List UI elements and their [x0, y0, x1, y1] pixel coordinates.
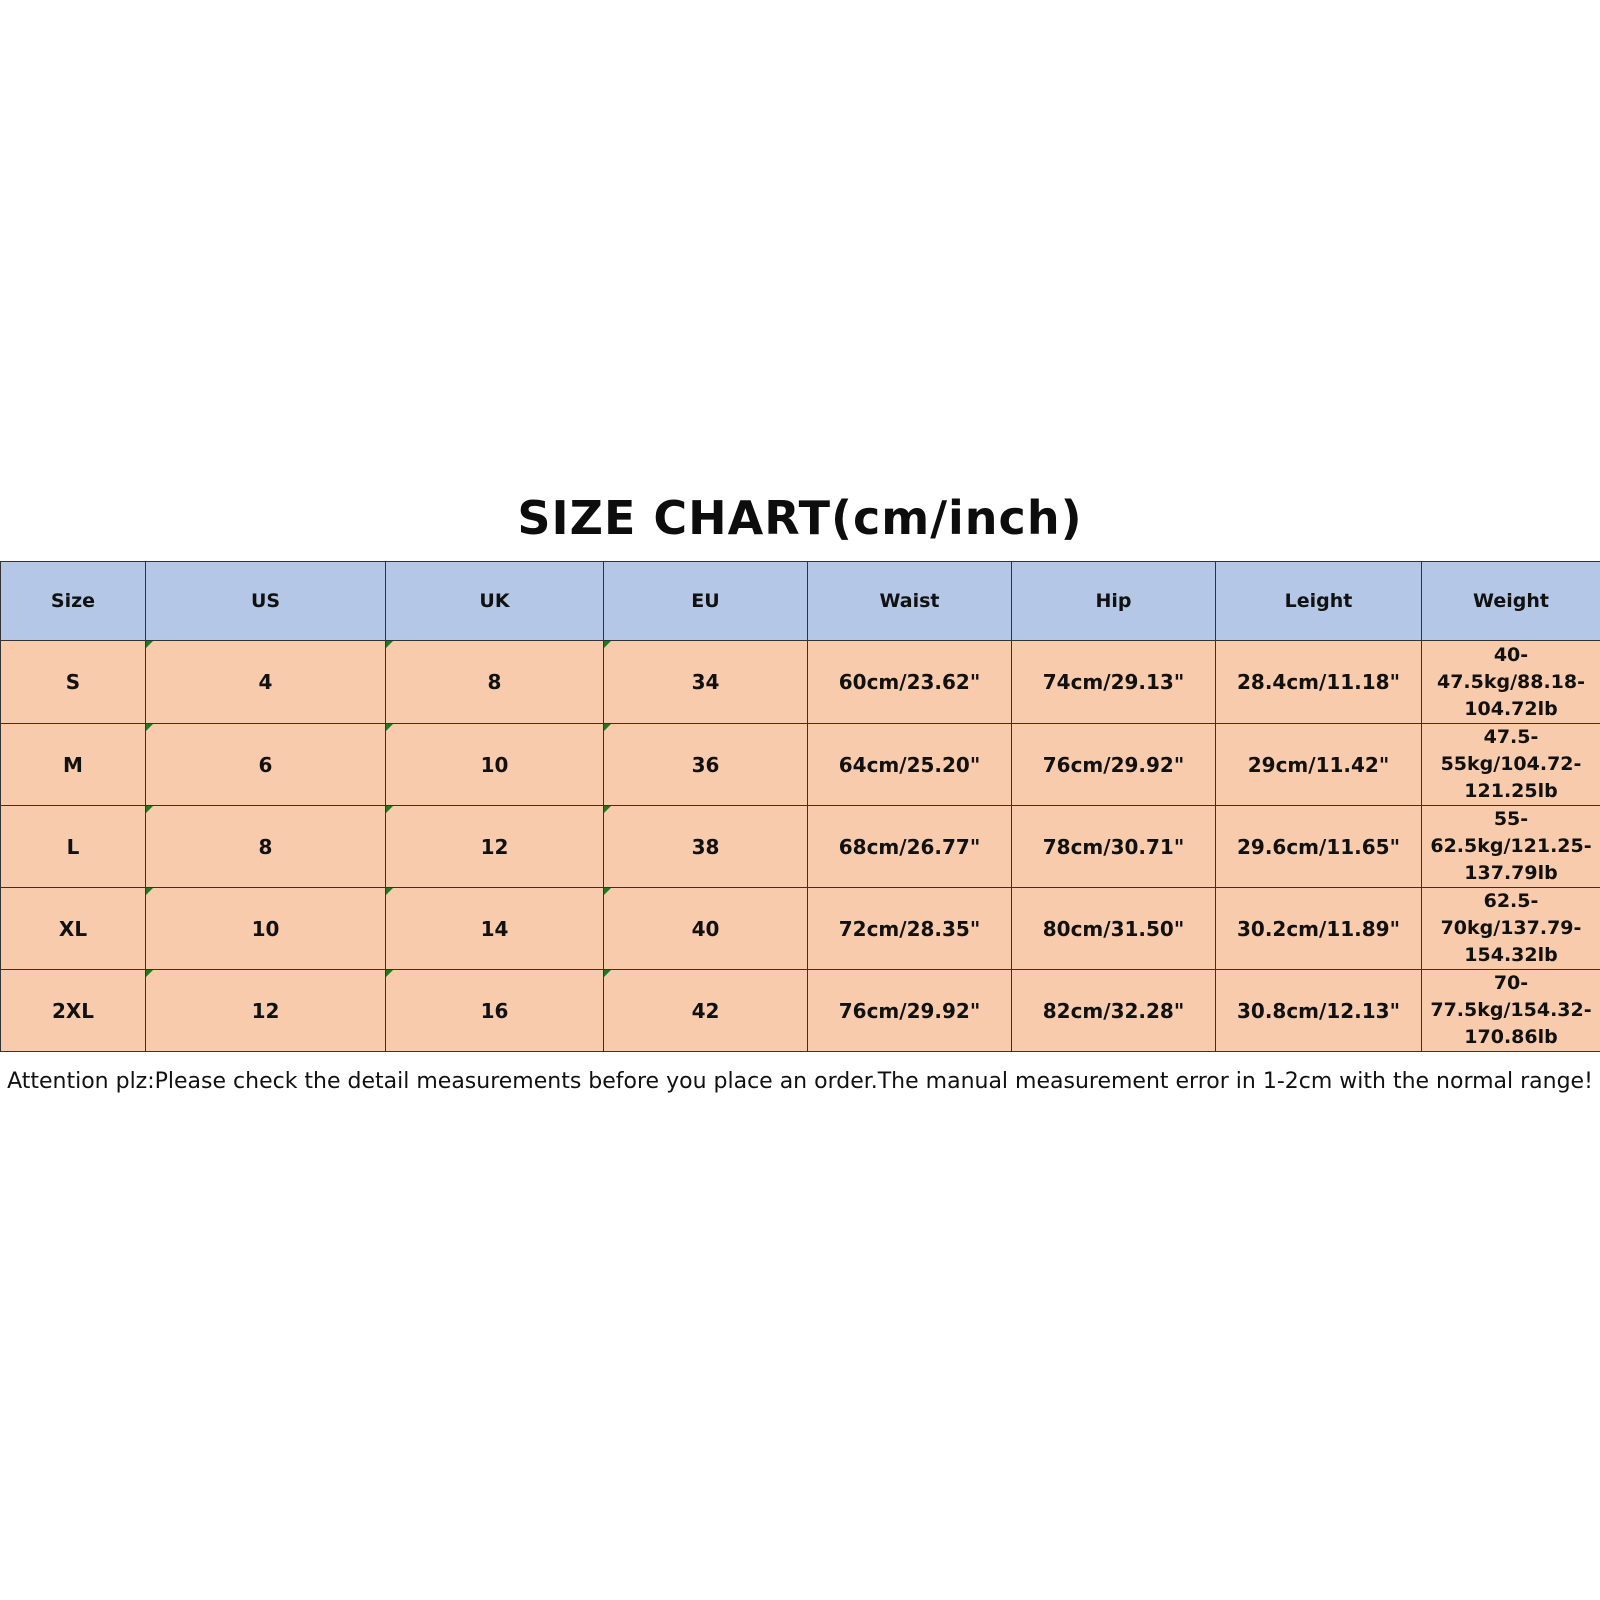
cell-weight: 55-62.5kg/121.25-137.79lb: [1422, 806, 1600, 888]
size-chart-title: SIZE CHART(cm/inch): [517, 491, 1083, 545]
table-row: [1, 888, 1600, 970]
cell-size: L: [1, 806, 146, 888]
table-row: [1, 970, 1600, 1052]
cell-weight: 62.5-70kg/137.79-154.32lb: [1422, 888, 1600, 970]
cell-length: 29cm/11.42": [1216, 724, 1422, 806]
table-row: [1, 724, 1600, 806]
header-waist: Waist: [808, 562, 1012, 641]
cell-us: 6: [146, 724, 386, 806]
cell-us: 8: [146, 806, 386, 888]
attention-note: Attention plz:Please check the detail measurements before you place an order.The manual measurement error in 1-2cm with the normal range!: [7, 1069, 1593, 1094]
header-size: Size: [1, 562, 146, 641]
size-chart-table: [0, 561, 1600, 1052]
cell-uk: 14: [386, 888, 604, 970]
cell-hip: 74cm/29.13": [1012, 641, 1216, 724]
cell-waist: 68cm/26.77": [808, 806, 1012, 888]
cell-uk: 10: [386, 724, 604, 806]
cell-us: 4: [146, 641, 386, 724]
cell-us: 10: [146, 888, 386, 970]
cell-weight: 70-77.5kg/154.32-170.86lb: [1422, 970, 1600, 1052]
table-row: [1, 806, 1600, 888]
cell-hip: 80cm/31.50": [1012, 888, 1216, 970]
cell-uk: 12: [386, 806, 604, 888]
cell-length: 28.4cm/11.18": [1216, 641, 1422, 724]
cell-length: 30.2cm/11.89": [1216, 888, 1422, 970]
cell-hip: 76cm/29.92": [1012, 724, 1216, 806]
cell-size: M: [1, 724, 146, 806]
cell-waist: 76cm/29.92": [808, 970, 1012, 1052]
cell-waist: 60cm/23.62": [808, 641, 1012, 724]
cell-weight: 40-47.5kg/88.18-104.72lb: [1422, 641, 1600, 724]
cell-weight: 47.5-55kg/104.72-121.25lb: [1422, 724, 1600, 806]
cell-eu: 42: [604, 970, 808, 1052]
header-hip: Hip: [1012, 562, 1216, 641]
cell-hip: 78cm/30.71": [1012, 806, 1216, 888]
cell-waist: 72cm/28.35": [808, 888, 1012, 970]
cell-eu: 40: [604, 888, 808, 970]
header-us: US: [146, 562, 386, 641]
header-weight: Weight: [1422, 562, 1600, 641]
cell-waist: 64cm/25.20": [808, 724, 1012, 806]
cell-size: 2XL: [1, 970, 146, 1052]
table-header-row: [1, 562, 1600, 641]
cell-uk: 8: [386, 641, 604, 724]
cell-hip: 82cm/32.28": [1012, 970, 1216, 1052]
cell-eu: 36: [604, 724, 808, 806]
header-length: Leight: [1216, 562, 1422, 641]
cell-size: S: [1, 641, 146, 724]
table-row: [1, 641, 1600, 724]
header-uk: UK: [386, 562, 604, 641]
header-eu: EU: [604, 562, 808, 641]
cell-uk: 16: [386, 970, 604, 1052]
cell-us: 12: [146, 970, 386, 1052]
cell-eu: 38: [604, 806, 808, 888]
cell-length: 30.8cm/12.13": [1216, 970, 1422, 1052]
cell-size: XL: [1, 888, 146, 970]
cell-length: 29.6cm/11.65": [1216, 806, 1422, 888]
cell-eu: 34: [604, 641, 808, 724]
